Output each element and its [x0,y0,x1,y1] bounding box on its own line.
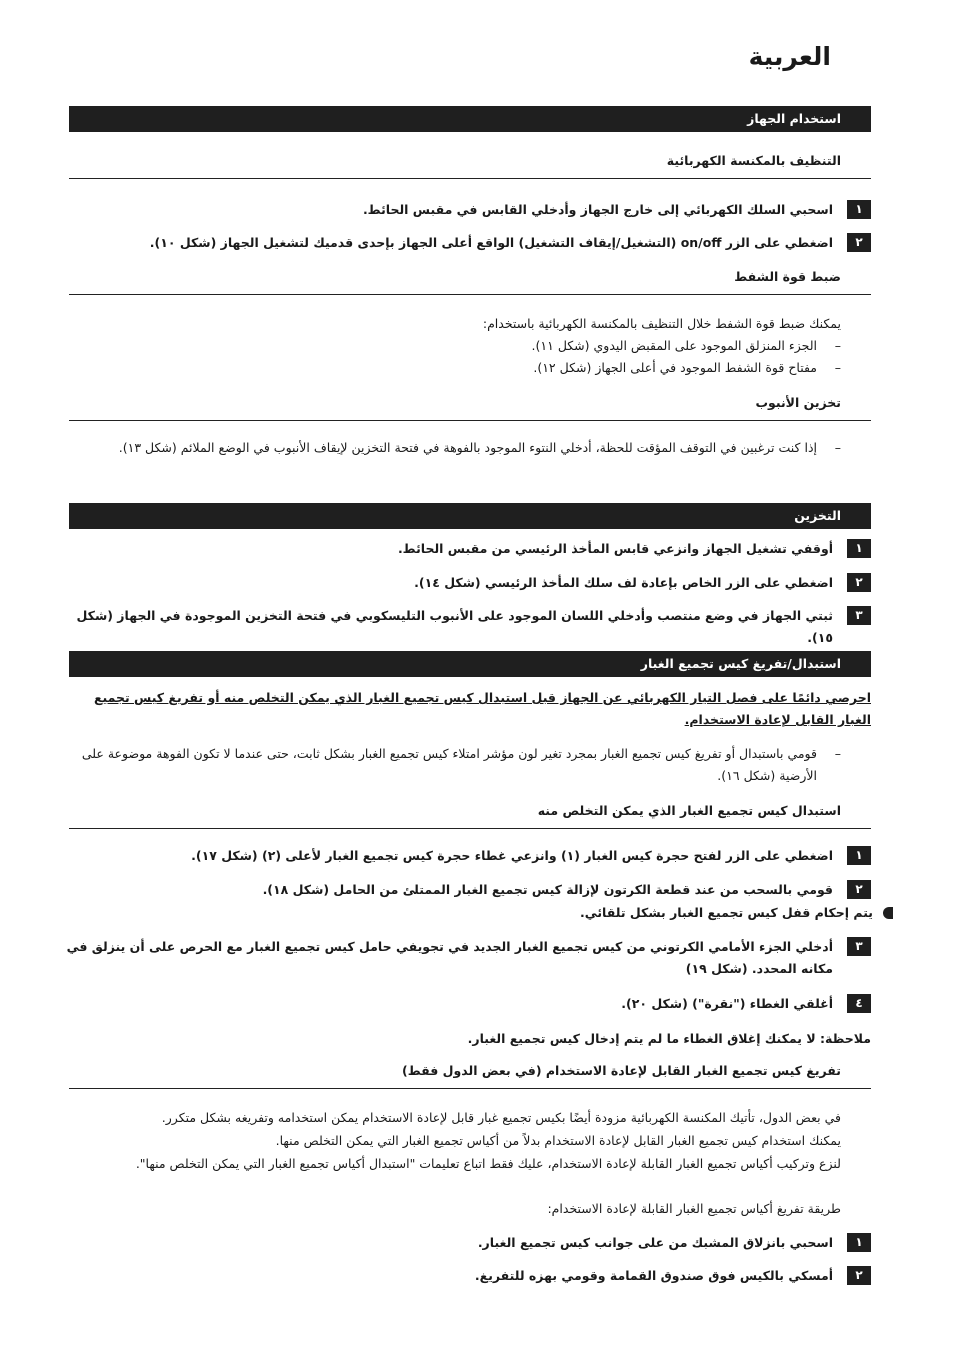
step-text: اسحبي بانزلاق المشبك من على جوانب كيس تجميع الغبار. [477,1235,833,1250]
suction-intro: يمكنك ضبط قوة الشفط خلال التنظيف بالمكنسة الكهربائية باستخدام: [482,316,841,331]
subheading-disposable-bag: استبدال كيس تجميع الغبار الذي يمكن التخلص منه [69,803,871,829]
section-bar-storage: التخزين [69,503,871,529]
list-item-text: الجزء المنزلق الموجود على المقبض اليدوي (شكل ١١). [531,338,817,353]
step-item [60,993,871,1015]
step-number: ١ [847,846,871,865]
step-number: ١ [847,200,871,219]
step-number: ٢ [847,880,871,899]
subheading-reusable-bag: تفريغ كيس تجميع الغبار القابل لإعادة الاستخدام (في بعض الدول فقط) [69,1063,871,1089]
step-item [60,936,871,980]
step-item [60,1232,871,1254]
step-item [60,1265,871,1287]
list-item: – إذا كنت ترغبين في التوقف المؤقت للحظة، أدخلي النتوء الموجود بالفوهة في فتحة التخزين لإيقاف الأنبوب في الوضع الملائم (شكل ١٣). [118,440,841,455]
subheading-vacuum-cleaning: التنظيف بالمكنسة الكهربائية [69,153,871,179]
step-text: قومي بالسحب من عند قطعة الكرتون لإزالة كيس تجميع الغبار الممتلئ من الحامل (شكل ١٨). [262,882,833,897]
paragraph: في بعض الدول، تأتيك المكنسة الكهربائية مزودة أيضًا بكيس تجميع غبار قابل لإعادة الاستخدام يمكن استخدامه وتفريغه بشكل متكرر. [161,1110,841,1125]
paragraph: يمكنك استخدام كيس تجميع الغبار القابل لإعادة الاستخدام بدلاً من أكياس تجميع الغبار التي يمكن التخلص منها. [275,1133,841,1148]
step-text: ثبتي الجهاز في وضع منتصب وأدخلي اللسان الموجود على الأنبوب التليسكوبي في فتحة التخزين الموجودة في الجهاز (شكل ١٥). [76,608,833,645]
list-item-text: قومي باستبدال أو تفريغ كيس تجميع الغبار بمجرد تغير لون مؤشر امتلاء كيس تجميع الغبار بشكل ثابت، حتى عندما لا تكون الفوهة موضوعة على الأرضية (شكل ١٦). [81,746,817,783]
step-number: ٢ [847,233,871,252]
paragraph: لنزع وتركيب أكياس تجميع الغبار القابلة لإعادة الاستخدام، عليك فقط اتباع تعليمات "استبدال أكياس تجميع الغبار التي يمكن التخلص منها". [135,1156,841,1171]
section-bar-using: استخدام الجهاز [69,106,871,132]
step-text: اضغطي على الزر الخاص بإعادة لف سلك المأخذ الرئيسي (شكل ١٤). [414,575,833,590]
list-item: – الجزء المنزلق الموجود على المقبض اليدوي (شكل ١١). [531,338,841,353]
step-number: ١ [847,1233,871,1252]
paragraph: طريقة تفريغ أكياس تجميع الغبار القابلة لإعادة الاستخدام: [547,1201,841,1216]
step-item [60,879,871,901]
section-bar-dust-bag: استبدال/تفريغ كيس تجميع الغبار [69,651,871,677]
step-text: أوقفي تشغيل الجهاز وانزعي قابس المأخذ الرئيسي من مقبس الحائط. [397,541,833,556]
note-text: ملاحظة: لا يمكنك إغلاق الغطاء ما لم يتم إدخال كيس تجميع الغبار. [467,1031,871,1046]
step-item [60,572,871,594]
subheading-suction: ضبط قوة الشفط [69,269,871,295]
step-number: ٣ [847,937,871,956]
list-item: – قومي باستبدال أو تفريغ كيس تجميع الغبار بمجرد تغير لون مؤشر امتلاء كيس تجميع الغبار بشكل ثابت، حتى عندما لا تكون الفوهة موضوعة على الأرضية (شكل ١٦). [81,746,841,783]
step-text: اسحبي السلك الكهربائي إلى خارج الجهاز وأدخلي القابس في مقبس الحائط. [362,202,833,217]
list-item-text: مفتاح قوة الشفط الموجود في أعلى الجهاز (شكل ١٢). [533,360,817,375]
list-item: – مفتاح قوة الشفط الموجود في أعلى الجهاز (شكل ١٢). [533,360,841,375]
step-number: ٢ [847,1266,871,1285]
step-text: أدخلي الجزء الأمامي الكرتوني من كيس تجميع الغبار الجديد في تجويفي حامل كيس تجميع الغبار مع الحرص على أن ينزلق في مكانه المحدد. (شكل ١٩) [66,939,833,976]
language-title: العربية [748,42,831,71]
warning-text: احرصي دائمًا على فصل التيار الكهربائي عن الجهاز قبل استبدال كيس تجميع الغبار الذي يمكن التخلص منه أو تفريغ كيس تجميع الغبار القابل لإعادة الاستخدام. [93,690,871,727]
tip-item [580,902,893,924]
step-item [60,232,871,254]
step-number: ١ [847,539,871,558]
step-item [60,538,871,560]
step-text: أمسكي بالكيس فوق صندوق القمامة وقومي بهزه للتفريغ. [474,1268,833,1283]
step-item [60,845,871,867]
step-text: اضغطي على الزر on/off (التشغيل/إيقاف التشغيل) الواقع أعلى الجهاز بإحدى قدميك لتشغيل الجهاز (شكل ١٠). [149,235,833,250]
list-item-text: إذا كنت ترغبين في التوقف المؤقت للحظة، أدخلي النتوء الموجود بالفوهة في فتحة التخزين لإيقاف الأنبوب في الوضع الملائم (شكل ١٣). [118,440,817,455]
tip-text: يتم إحكام قفل كيس تجميع الغبار بشكل تلقائي. [579,905,873,920]
step-text: أغلقي الغطاء ("نقرة") (شكل ٢٠). [621,996,833,1011]
step-item [60,199,871,221]
step-number: ٣ [847,606,871,625]
step-number: ٢ [847,573,871,592]
tip-bullet-icon [883,907,893,919]
step-text: اضغطي على الزر لفتح حجرة كيس الغبار (١) وانزعي غطاء حجرة كيس تجميع الغبار لأعلى (٢) (شكل ١٧). [191,848,833,863]
step-item [60,605,871,649]
subheading-tube-storage: تخزين الأنبوب [69,395,871,421]
step-number: ٤ [847,994,871,1013]
